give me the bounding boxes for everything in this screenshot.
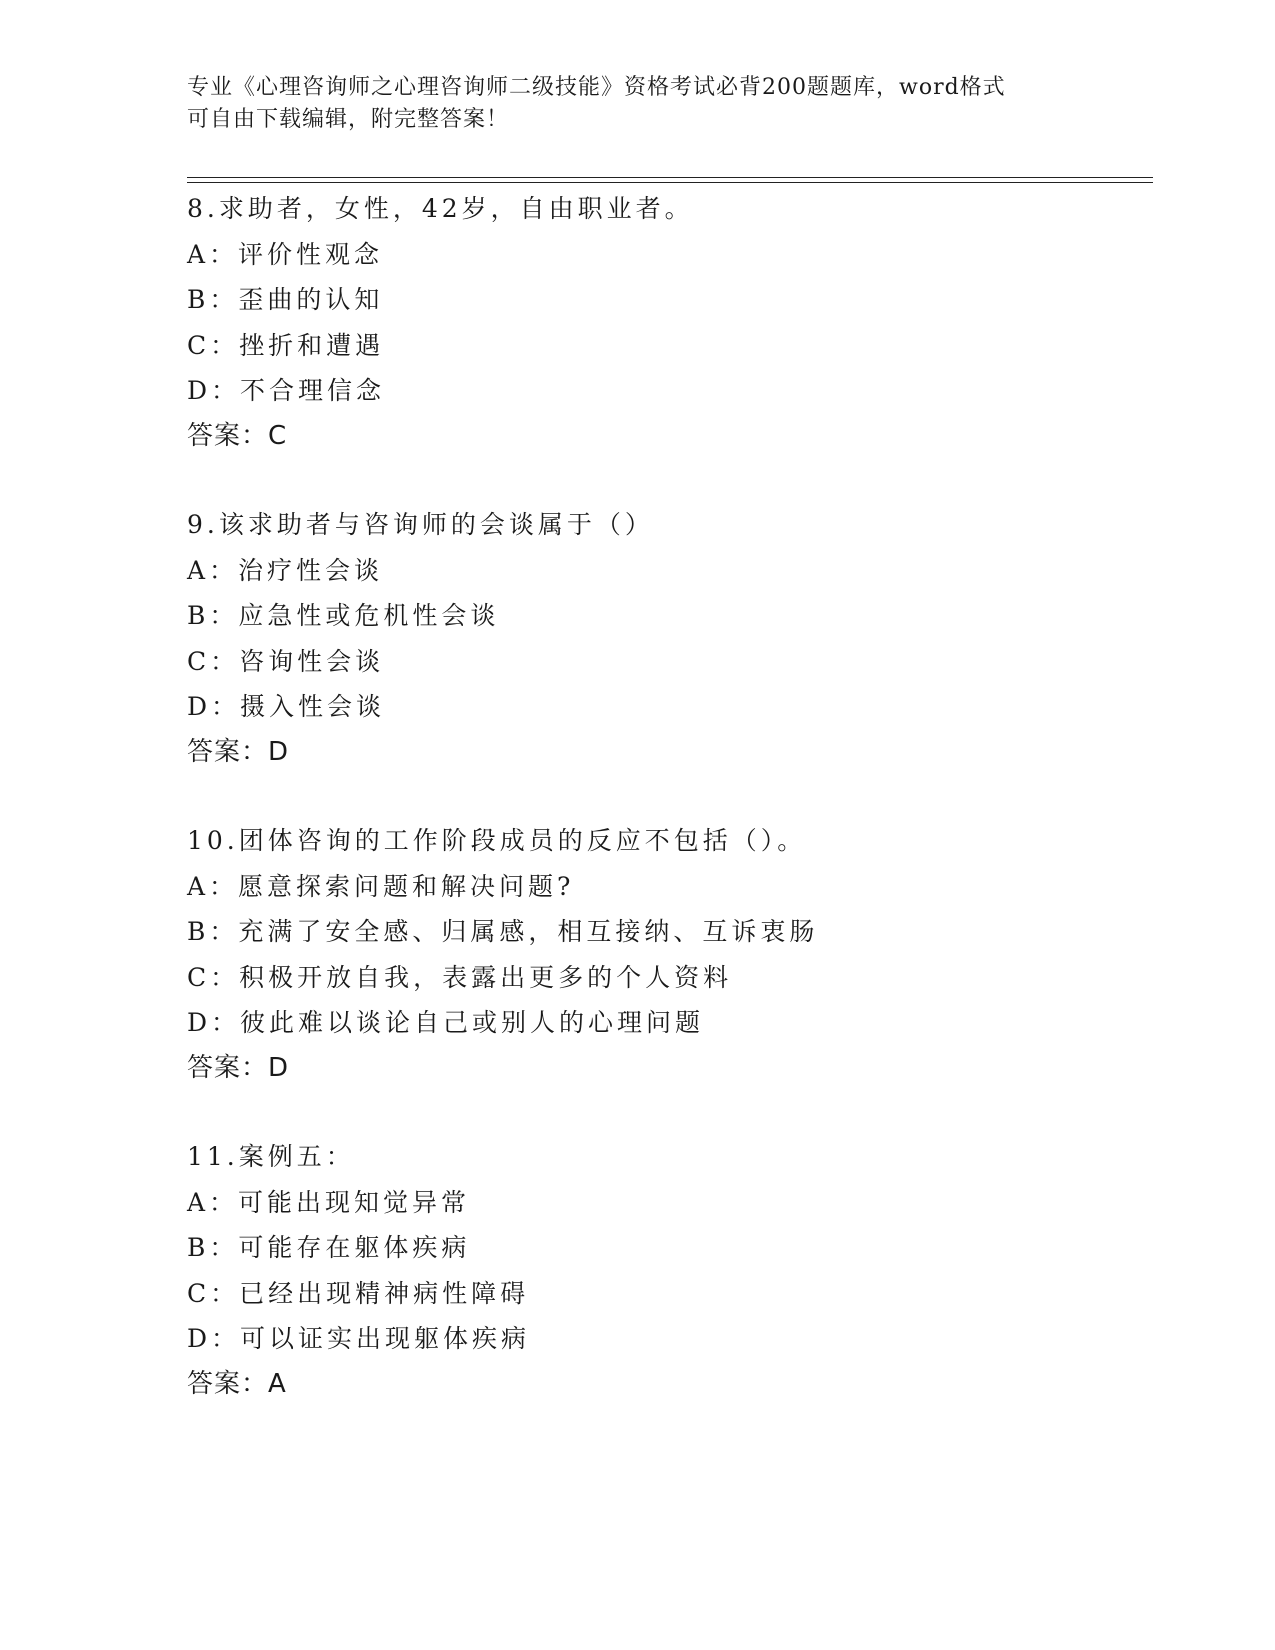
question-gap xyxy=(187,775,1153,818)
answer-line: 答案：D xyxy=(187,1052,290,1083)
answer-line: 答案：A xyxy=(187,1368,287,1399)
question-gap xyxy=(187,1091,1153,1134)
question-stem: 8.求助者，女性，42岁，自由职业者。 xyxy=(187,194,694,223)
option-b: B：歪曲的认知 xyxy=(187,285,384,314)
option-a: A：可能出现知觉异常 xyxy=(187,1187,471,1217)
header-divider-top xyxy=(187,177,1153,178)
question-item xyxy=(187,818,1153,1091)
option-c: C：已经出现精神病性障碍 xyxy=(187,1278,530,1308)
option-d: D：不合理信念 xyxy=(187,376,386,405)
option-d: D：可以证实出现躯体疾病 xyxy=(187,1324,531,1353)
document-header xyxy=(187,72,1087,136)
question-item xyxy=(187,502,1153,775)
question-stem: 11.案例五： xyxy=(187,1142,355,1171)
option-a: A：评价性观念 xyxy=(187,239,384,269)
option-d: D：摄入性会谈 xyxy=(187,692,386,721)
option-a: A：愿意探索问题和解决问题? xyxy=(187,871,575,901)
option-c: C：咨询性会谈 xyxy=(187,646,385,676)
question-gap xyxy=(187,459,1153,502)
question-stem: 9.该求助者与咨询师的会谈属于（） xyxy=(187,510,654,539)
header-divider-bottom xyxy=(187,182,1153,183)
question-list xyxy=(187,186,1153,1407)
header-title-line-2: 可自由下载编辑，附完整答案！ xyxy=(187,107,510,132)
option-b: B：应急性或危机性会谈 xyxy=(187,601,500,630)
answer-line: 答案：D xyxy=(187,736,290,767)
option-d: D：彼此难以谈论自己或别人的心理问题 xyxy=(187,1008,705,1037)
question-item xyxy=(187,1134,1153,1407)
question-item xyxy=(187,186,1153,459)
option-c: C：挫折和遭遇 xyxy=(187,330,385,360)
option-a: A：治疗性会谈 xyxy=(187,555,384,585)
option-b: B：充满了安全感、归属感，相互接纳、互诉衷肠 xyxy=(187,917,819,946)
question-stem: 10.团体咨询的工作阶段成员的反应不包括（）。 xyxy=(187,826,807,855)
header-title-line-1: 专业《心理咨询师之心理咨询师二级技能》资格考试必背200题题库，word格式 xyxy=(187,75,1006,100)
option-c: C：积极开放自我，表露出更多的个人资料 xyxy=(187,962,733,992)
option-b: B：可能存在躯体疾病 xyxy=(187,1233,471,1262)
answer-line: 答案：C xyxy=(187,420,288,451)
